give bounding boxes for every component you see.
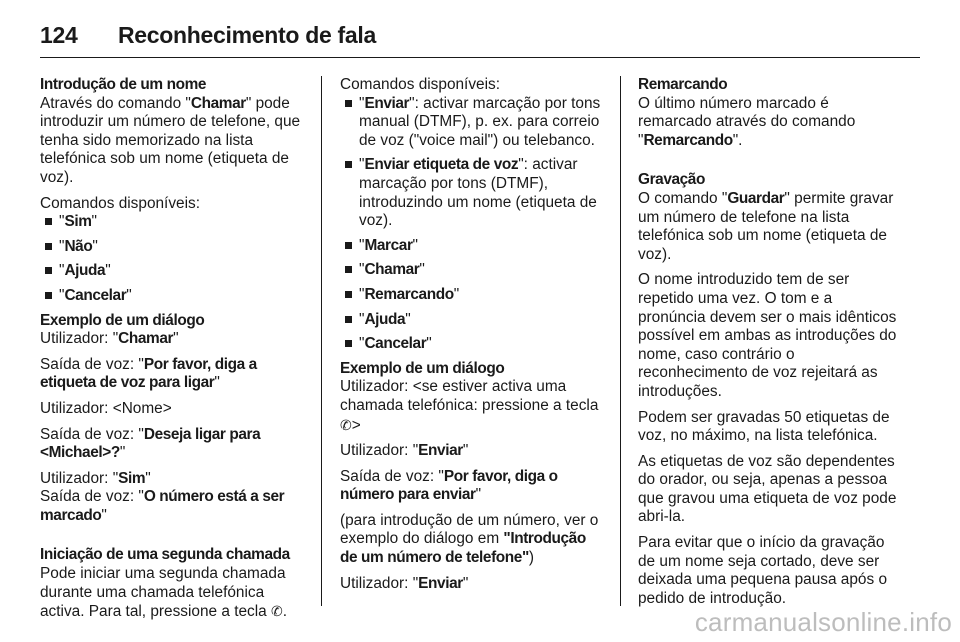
- column-left: [40, 76, 302, 629]
- dialog-line: Saída de voz: "Deseja ligar para <Michael>?": [40, 425, 261, 462]
- page-number: 124: [40, 22, 78, 48]
- paragraph-second-call: Pode iniciar uma segunda chamada durante uma chamada telefónica activa. Para tal, pressione a tecla ✆.: [40, 565, 287, 621]
- dialog-line: Saída de voz: "Por favor, diga a etiqueta de voz para ligar": [40, 355, 257, 392]
- paragraph-recording: As etiquetas de voz são dependentes do orador, ou seja, apenas a pessoa que gravou uma etiqueta de voz pode abri-la.: [638, 452, 897, 526]
- dialog-line: Utilizador: "Sim": [40, 469, 151, 487]
- paragraph-redial: O último número marcado é remarcado através do comando "Remarcando".: [638, 94, 856, 149]
- list-item: "Sim": [43, 213, 302, 232]
- dialog-line: Saída de voz: "Por favor, diga o número para enviar": [340, 467, 558, 504]
- dialog-line: (para introdução de um número, ver o exemplo do diálogo em "Introdução de um número de telefone"): [340, 511, 599, 567]
- column-middle: [340, 76, 604, 600]
- paragraph-recording: Podem ser gravadas 50 etiquetas de voz, no máximo, na lista telefónica.: [638, 408, 890, 445]
- section-heading-recording: Gravação: [638, 171, 705, 189]
- dialog-line: Utilizador: <Nome>: [40, 399, 172, 417]
- list-item: "Ajuda": [43, 262, 302, 281]
- paragraph-enter-name: Através do comando "Chamar" pode introduzir um número de telefone, que tenha sido memorizado na lista telefónica sob um nome (etiqueta de voz).: [40, 94, 301, 186]
- paragraph-recording: O comando "Guardar" permite gravar um número de telefone na lista telefónica sob um nome (etiqueta de voz).: [638, 189, 894, 263]
- dialog-line: Utilizador: <se estiver activa uma chamada telefónica: pressione a tecla ✆>: [340, 378, 599, 434]
- section-heading-enter-name: Introdução de um nome: [40, 76, 207, 93]
- paragraph-recording: Para evitar que o início da gravação de um nome seja cortado, deve ser deixada uma pequena pausa após o pedido de introdução.: [638, 534, 888, 607]
- commands-label: Comandos disponíveis:: [40, 194, 200, 212]
- list-item: "Enviar etiqueta de voz": activar marcação por tons (DTMF), introduzindo um nome (etiqueta de voz).: [343, 156, 604, 230]
- list-item: "Ajuda": [343, 311, 604, 330]
- phone-handset-icon: ✆: [340, 416, 352, 433]
- list-item: "Remarcando": [343, 286, 604, 305]
- section-heading-dialog-example: Exemplo de um diálogo: [340, 359, 505, 377]
- section-heading-redial: Remarcando: [638, 76, 728, 93]
- list-item: "Marcar": [343, 237, 604, 256]
- list-item: "Cancelar": [343, 335, 604, 354]
- list-item: "Chamar": [343, 261, 604, 280]
- dialog-line: Utilizador: "Chamar": [40, 330, 179, 348]
- phone-handset-icon: ✆: [270, 603, 283, 620]
- column-divider-left: [321, 76, 322, 606]
- dialog-line: Utilizador: "Enviar": [340, 442, 469, 460]
- command-list: [40, 213, 302, 305]
- column-divider-right: [620, 76, 621, 606]
- section-heading-dialog-example: Exemplo de um diálogo: [40, 311, 205, 329]
- page-title: Reconhecimento de fala: [118, 22, 376, 48]
- command-list: [340, 95, 604, 354]
- list-item: "Enviar": activar marcação por tons manual (DTMF), p. ex. para correio de voz ("voice mail") ou telebanco.: [343, 95, 604, 151]
- list-item: "Cancelar": [43, 287, 302, 306]
- list-item: "Não": [43, 238, 302, 257]
- paragraph-recording: O nome introduzido tem de ser repetido uma vez. O tom e a pronúncia devem ser o mais idênticos possível em ambas as introduções do nome, caso contrário o reconhecimento de voz rejeitará as introduções.: [638, 271, 897, 400]
- column-right: [638, 76, 902, 615]
- section-heading-second-call: Iniciação de uma segunda chamada: [40, 546, 290, 564]
- watermark: carmanualsonline.info: [694, 607, 952, 637]
- commands-label: Comandos disponíveis:: [340, 76, 500, 93]
- dialog-line: Saída de voz: "O número está a ser marcado": [40, 488, 285, 524]
- page-header: [40, 14, 920, 58]
- dialog-line: Utilizador: "Enviar": [340, 574, 469, 592]
